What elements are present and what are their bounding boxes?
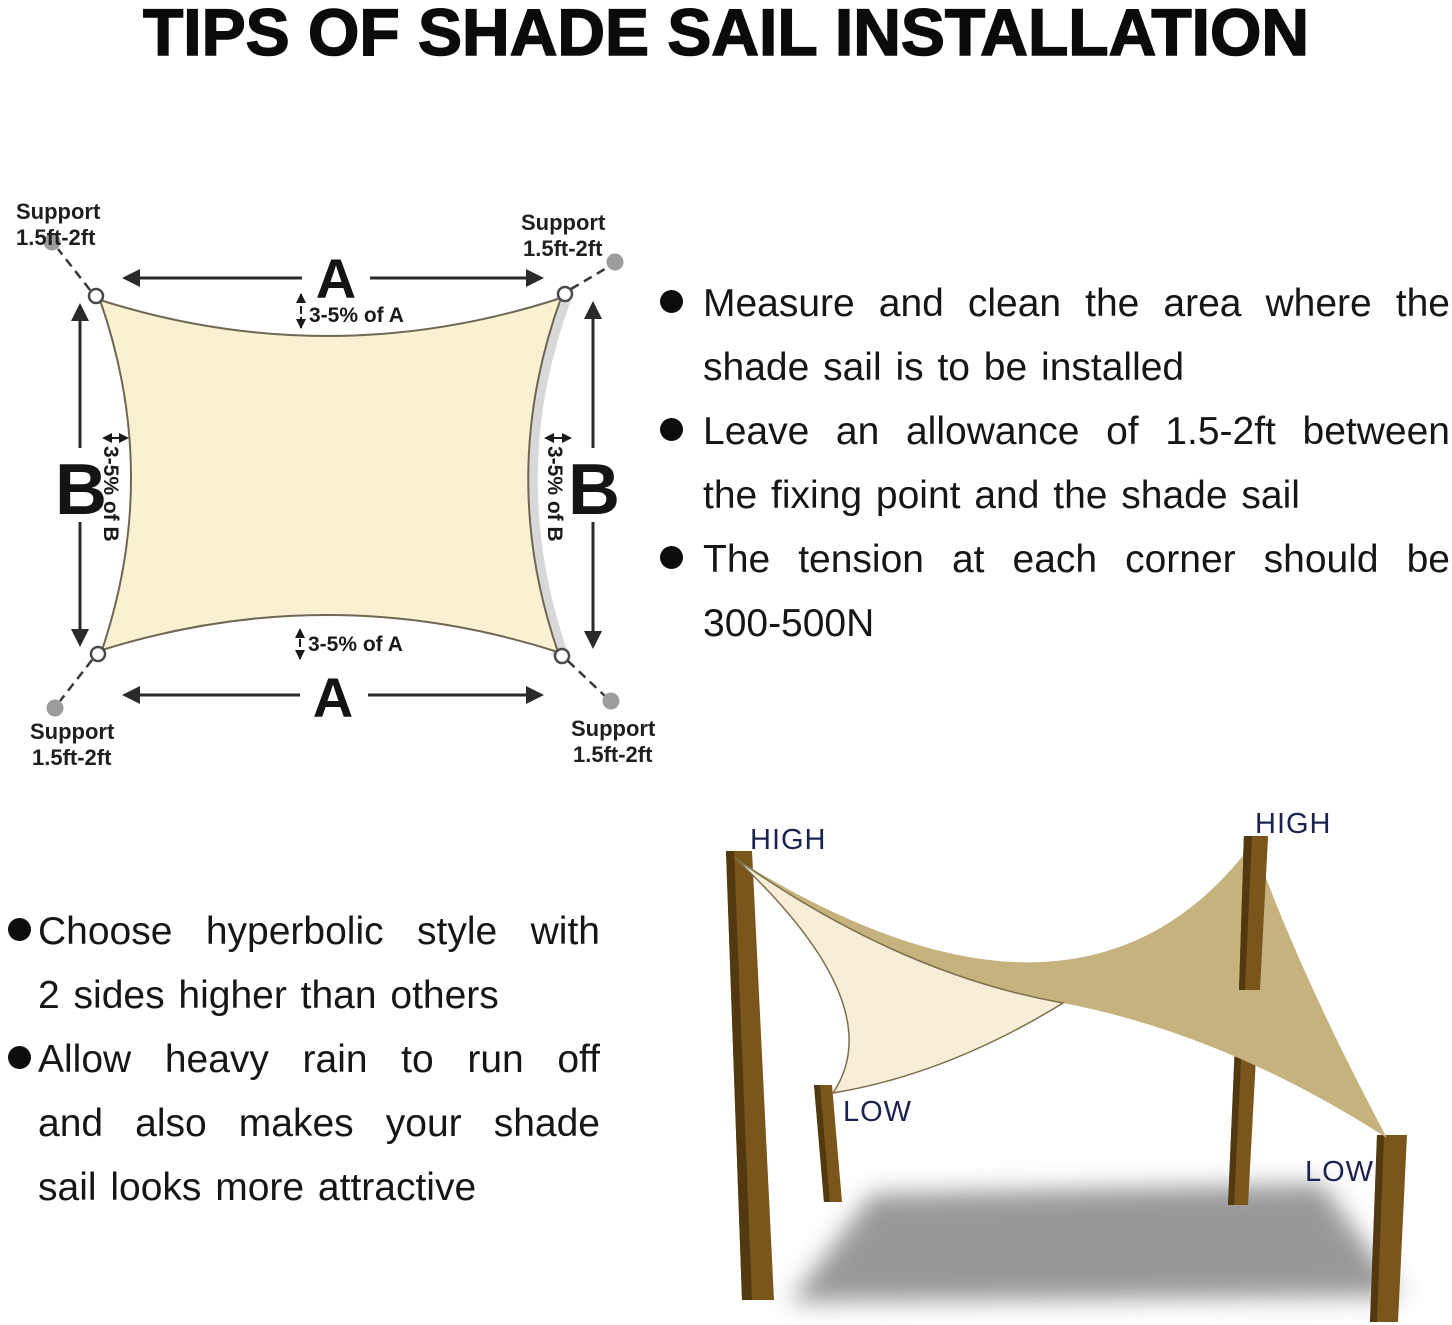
support-label-bottom-right-2: 1.5ft-2ft: [573, 742, 653, 767]
support-tether-top-right: [571, 266, 610, 289]
support-label-bottom-left-1: Support: [30, 719, 115, 744]
support-tether-bottom-left: [60, 660, 92, 701]
post-low-front: [814, 1085, 842, 1202]
support-label-top-right-2: 1.5ft-2ft: [523, 236, 603, 261]
label-low-left: LOW: [843, 1096, 913, 1128]
corner-ring-top-left: [89, 289, 103, 303]
list-item: [660, 272, 1450, 400]
tip-line: and also makes your shade: [38, 1102, 600, 1145]
tip-line: 2 sides higher than others: [38, 974, 499, 1017]
bullet-icon: [660, 418, 683, 441]
dim-b-left-label: B: [55, 450, 107, 530]
support-label-top-left-2: 1.5ft-2ft: [16, 225, 96, 250]
sag-b-left-label: 3-5% of B: [99, 446, 122, 542]
tip-line: shade sail is to be installed: [703, 346, 1185, 389]
sail-dimension-diagram: [0, 140, 720, 790]
tip-line: 300-500N: [703, 602, 875, 645]
support-anchor-dot-bottom-left: [47, 700, 64, 717]
label-low-right: LOW: [1305, 1156, 1375, 1188]
sag-a-bottom-label: 3-5% of A: [308, 633, 403, 656]
support-tether-top-left: [58, 249, 90, 290]
post-low-right: [1370, 1135, 1407, 1322]
bullet-icon: [660, 546, 683, 569]
list-item: [8, 900, 600, 1028]
page-title: TIPS OF SHADE SAIL INSTALLATION: [142, 0, 1310, 69]
bullet-icon: [8, 918, 31, 941]
tip-line: sail looks more attractive: [38, 1166, 477, 1209]
list-item: [660, 400, 1450, 528]
support-label-top-left-1: Support: [16, 199, 101, 224]
label-high-left: HIGH: [750, 824, 827, 856]
hyperbolic-installation-illustration: [650, 780, 1452, 1325]
support-label-top-right-1: Support: [521, 210, 606, 235]
tip-line: Choose hyperbolic style with: [38, 910, 600, 953]
tip-line: Leave an allowance of 1.5-2ft between: [703, 410, 1450, 453]
support-anchor-dot-top-right: [607, 254, 624, 271]
shade-sail-shape: [100, 298, 561, 652]
dim-b-right-label: B: [568, 450, 620, 530]
bullet-icon: [8, 1046, 31, 1069]
list-item: [8, 1028, 600, 1220]
label-high-right: HIGH: [1255, 808, 1332, 840]
dim-a-bottom-label: A: [312, 666, 354, 729]
sag-b-right-label: 3-5% of B: [543, 446, 566, 542]
tip-line: the fixing point and the shade sail: [703, 474, 1300, 517]
corner-ring-bottom-left: [91, 647, 105, 661]
corner-ring-top-right: [558, 287, 572, 301]
sag-a-top-label: 3-5% of A: [309, 304, 404, 327]
support-tether-bottom-right: [568, 661, 606, 697]
ground-shadow: [790, 1184, 1402, 1302]
support-label-bottom-left-2: 1.5ft-2ft: [32, 745, 112, 770]
bullet-icon: [660, 290, 683, 313]
tip-line: Allow heavy rain to run off: [38, 1038, 600, 1081]
support-label-bottom-right-1: Support: [571, 716, 656, 741]
support-anchor-dot-bottom-right: [603, 693, 620, 710]
tips-list-left: [8, 900, 600, 1220]
dim-a-top-label: A: [315, 247, 357, 310]
tip-line: The tension at each corner should be: [703, 538, 1450, 581]
tip-line: Measure and clean the area where the: [703, 282, 1450, 325]
tips-list-right: [660, 272, 1450, 656]
list-item: [660, 528, 1450, 656]
corner-ring-bottom-right: [555, 649, 569, 663]
post-high-left: [726, 851, 774, 1300]
